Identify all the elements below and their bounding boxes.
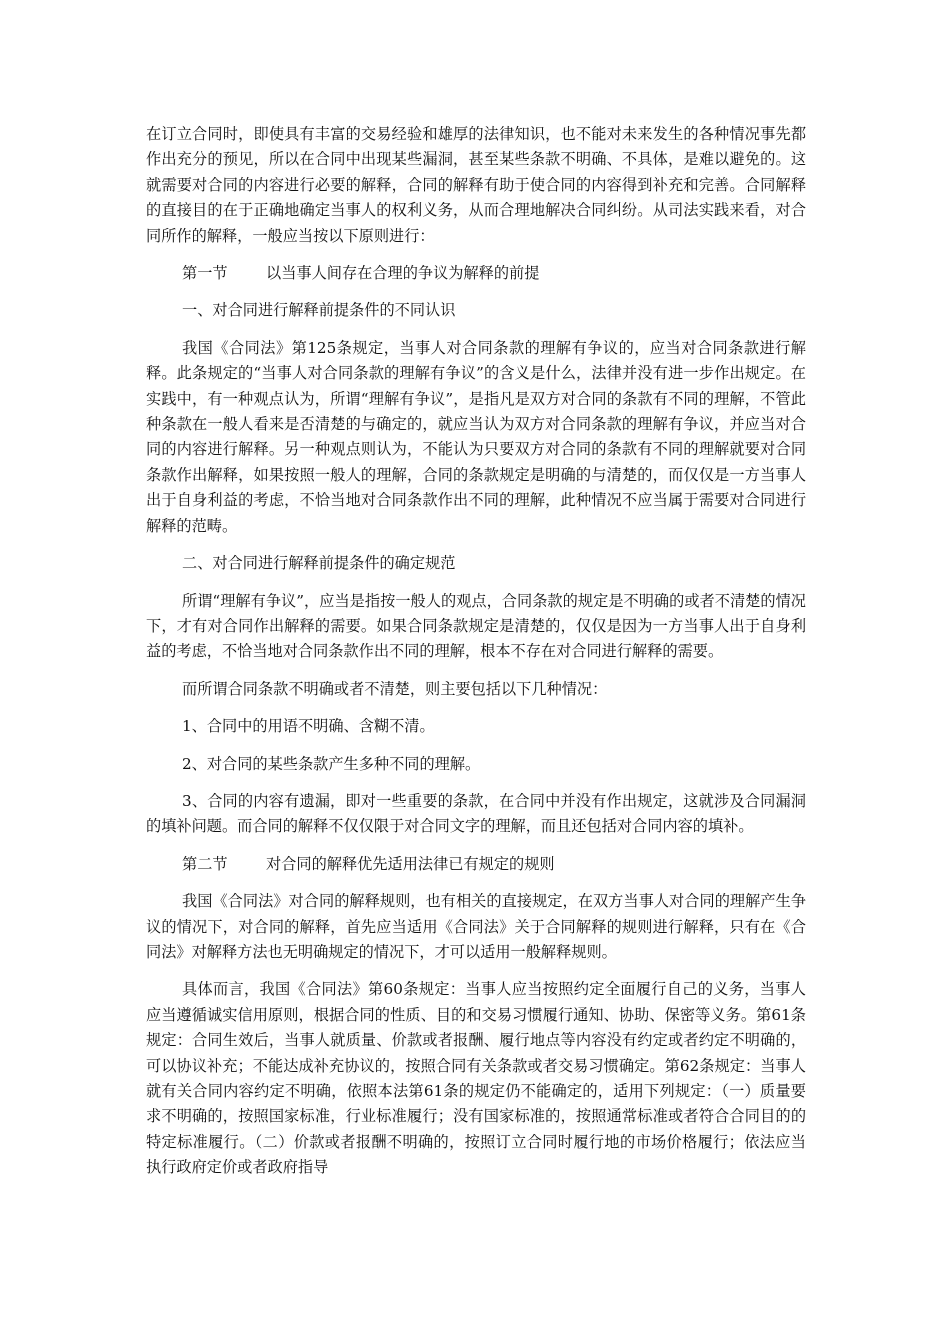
- paragraph-unclear-terms: 而所谓合同条款不明确或者不清楚，则主要包括以下几种情况：: [182, 679, 608, 698]
- section-heading-1: [146, 261, 806, 286]
- paragraph-interpretation-rules: 我国《合同法》对合同的解释规则，也有相关的直接规定，在双方当事人对合同的理解产生争议的情况下，对合同的解释，首先应当适用《合同法》关于合同解释的规则进行解释，只有在《合同法》对解释方法也无明确规定的情况下，才可以适用一般解释规则。: [146, 892, 806, 961]
- section-title: 对合同的解释优先适用法律已有规定的规则: [266, 854, 555, 873]
- paragraph-articles-60-62: 具体而言，我国《合同法》第60条规定：当事人应当按照约定全面履行自己的义务，当事人应当遵循诚实信用原则，根据合同的性质、目的和交易习惯履行通知、协助、保密等义务。第61条规定：合同生效后，当事人就质量、价款或者报酬、履行地点等内容没有约定或者约定不明确的，可以协议补充；不能达成补充协议的，按照合同有关条款或者交易习惯确定。第62条规定：当事人就有关合同内容约定不明确，依照本法第61条的规定仍不能确定的，适用下列规定：（一）质量要求不明确的，按照国家标准，行业标准履行；没有国家标准的，按照通常标准或者符合合同目的的特定标准履行。（二）价款或者报酬不明确的，按照订立合同时履行地的市场价格履行；依法应当执行政府定价或者政府指导: [146, 980, 806, 1177]
- subheading-2: 二、对合同进行解释前提条件的确定规范: [182, 554, 456, 573]
- list-item-1: 1、合同中的用语不明确、含糊不清。: [182, 717, 435, 736]
- section-label: 第二节: [182, 854, 228, 873]
- paragraph-intro: 在订立合同时，即使具有丰富的交易经验和雄厚的法律知识，也不能对未来发生的各种情况事先都作出充分的预见，所以在合同中出现某些漏洞，甚至某些条款不明确、不具体，是难以避免的。这就需要对合同的内容进行必要的解释，合同的解释有助于使合同的内容得到补充和完善。合同解释的直接目的在于正确地确定当事人的权利义务，从而合理地解决合同纠纷。从司法实践来看，对合同所作的解释，一般应当按以下原则进行：: [146, 125, 806, 245]
- list-item-2: 2、对合同的某些条款产生多种不同的理解。: [182, 754, 481, 773]
- document-body: [146, 122, 806, 1193]
- section-title: 以当事人间存在合理的争议为解释的前提: [266, 264, 540, 283]
- paragraph-dispute-definition: 所谓“理解有争议”，应当是指按一般人的观点，合同条款的规定是不明确的或者不清楚的情况下，才有对合同作出解释的需要。如果合同条款规定是清楚的，仅仅是因为一方当事人出于自身利益的考虑，不恰当地对合同条款作出不同的理解，根本不存在对合同进行解释的需要。: [146, 591, 806, 661]
- list-item-3: 3、合同的内容有遗漏，即对一些重要的条款，在合同中并没有作出规定，这就涉及合同漏洞的填补问题。而合同的解释不仅仅限于对合同文字的理解，而且还包括对合同内容的填补。: [146, 791, 806, 836]
- section-heading-2: [146, 852, 806, 877]
- section-label: 第一节: [182, 264, 228, 283]
- subheading-1: 一、对合同进行解释前提条件的不同认识: [182, 301, 456, 320]
- paragraph-article-125: 我国《合同法》第125条规定，当事人对合同条款的理解有争议的，应当对合同条款进行解释。此条规定的“当事人对合同条款的理解有争议”的含义是什么，法律并没有进一步作出规定。在实践中，有一种观点认为，所谓“理解有争议”，是指凡是双方对合同的条款有不同的理解，不管此种条款在一般人看来是否清楚的与确定的，就应当认为双方对合同条款的理解有争议，并应当对合同的内容进行解释。另一种观点则认为，不能认为只要双方对合同的条款有不同的理解就要对合同条款作出解释，如果按照一般人的理解，合同的条款规定是明确的与清楚的，而仅仅是一方当事人出于自身利益的考虑，不恰当地对合同条款作出不同的理解，此种情况不应当属于需要对合同进行解释的范畴。: [146, 338, 806, 535]
